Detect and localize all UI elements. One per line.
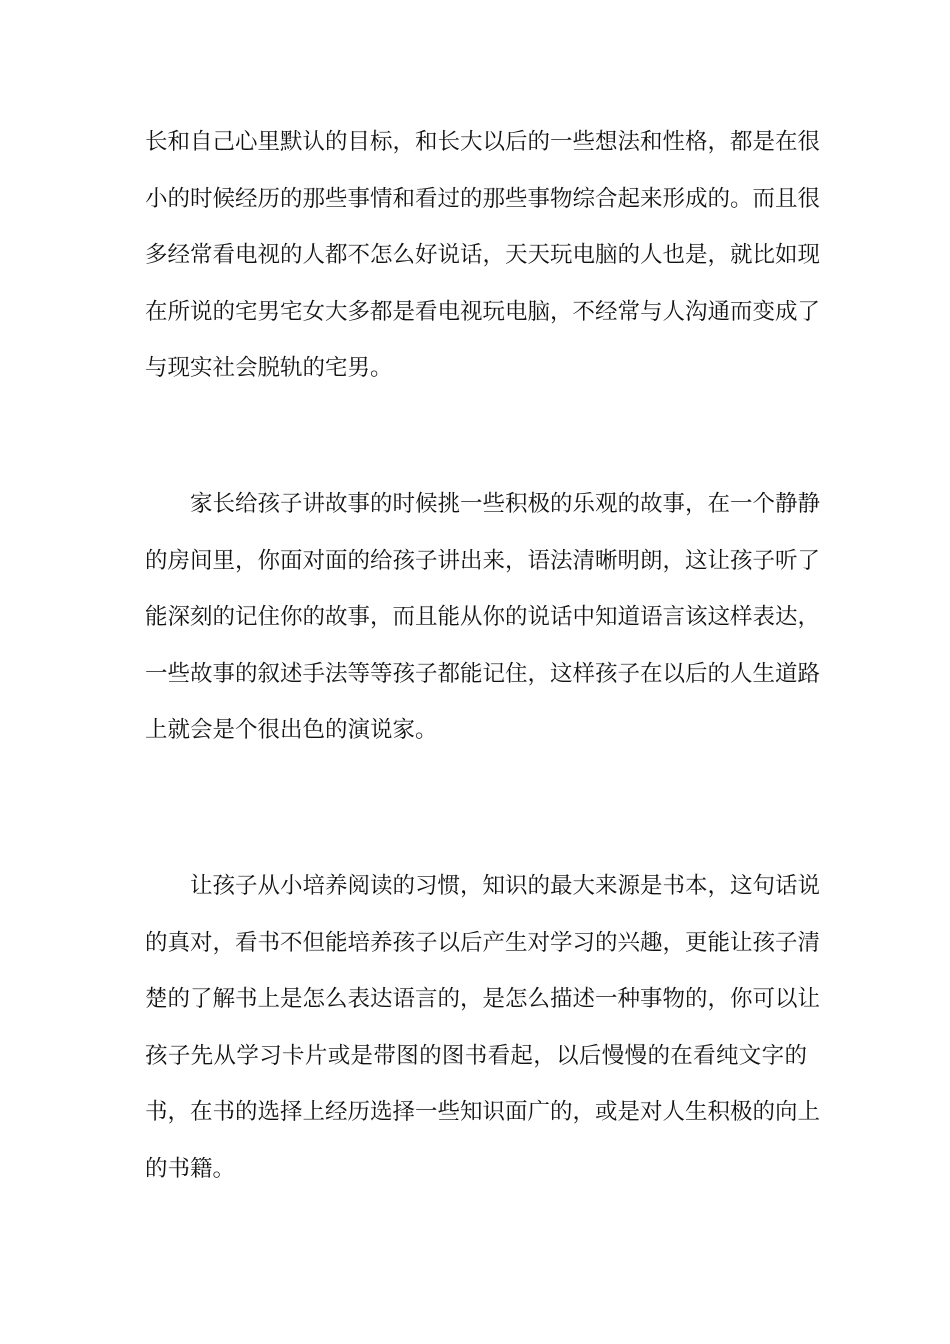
paragraph-2 bbox=[145, 476, 821, 759]
paragraph-2-line-3: 能深刻的记住你的故事，而且能从你的说话中知道语言该这样表达， bbox=[145, 604, 821, 631]
paragraph-3-line-6: 的书籍。 bbox=[145, 1155, 236, 1182]
paragraph-3-line-5: 书，在书的选择上经历选择一些知识面广的，或是对人生积极的向上 bbox=[145, 1099, 821, 1126]
paragraph-3-line-2: 的真对，看书不但能培养孩子以后产生对学习的兴趣，更能让孩子清 bbox=[145, 929, 821, 956]
paragraph-1-line-5: 与现实社会脱轨的宅男。 bbox=[145, 355, 393, 382]
paragraph-2-line-1: 家长给孩子讲故事的时候挑一些积极的乐观的故事，在一个静静 bbox=[190, 491, 821, 517]
paragraph-3-line-4: 孩子先从学习卡片或是带图的图书看起，以后慢慢的在看纯文字的 bbox=[145, 1042, 807, 1069]
paragraph-1 bbox=[145, 114, 821, 397]
paragraph-2-line-5: 上就会是个很出色的演说家。 bbox=[145, 717, 438, 744]
paragraph-1-line-2: 小的时候经历的那些事情和看过的那些事物综合起来形成的。而且很 bbox=[145, 185, 821, 212]
paragraph-2-line-2: 的房间里，你面对面的给孩子讲出来，语法清晰明朗，这让孩子听了 bbox=[145, 547, 821, 574]
paragraph-1-line-1: 长和自己心里默认的目标，和长大以后的一些想法和性格，都是在很 bbox=[145, 129, 821, 155]
paragraph-1-line-4: 在所说的宅男宅女大多都是看电视玩电脑，不经常与人沟通而变成了 bbox=[145, 298, 821, 325]
paragraph-3 bbox=[145, 858, 821, 1198]
paragraph-1-line-3: 多经常看电视的人都不怎么好说话，天天玩电脑的人也是，就比如现 bbox=[145, 242, 821, 269]
paragraph-3-line-3: 楚的了解书上是怎么表达语言的，是怎么描述一种事物的，你可以让 bbox=[145, 986, 821, 1013]
paragraph-3-line-1: 让孩子从小培养阅读的习惯，知识的最大来源是书本，这句话说 bbox=[190, 873, 821, 899]
paragraph-2-line-4: 一些故事的叙述手法等等孩子都能记住，这样孩子在以后的人生道路 bbox=[145, 660, 821, 687]
